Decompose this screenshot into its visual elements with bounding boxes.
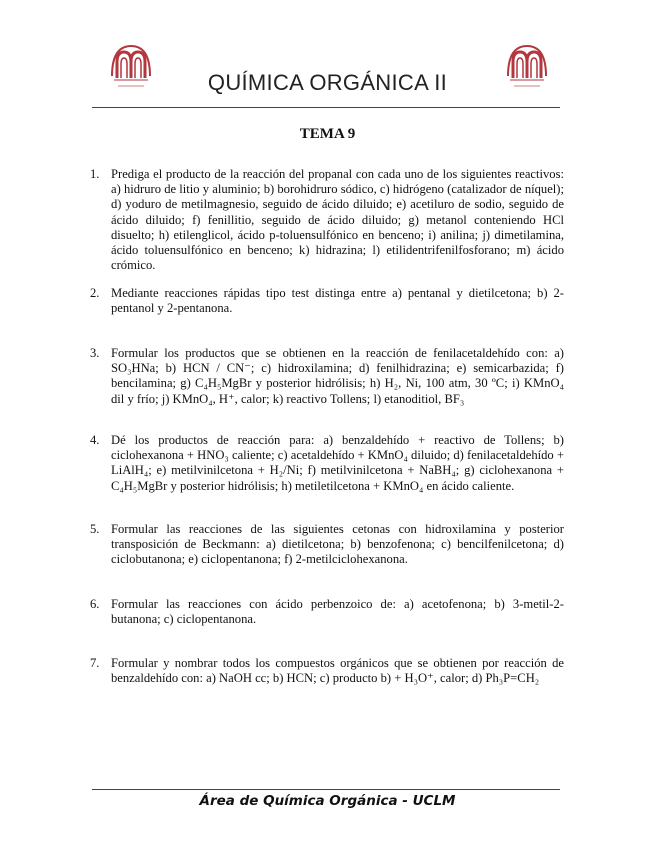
question-number: 7.: [90, 656, 100, 670]
question-item: [90, 346, 564, 407]
question-text: Mediante reacciones rápidas tipo test distinga entre a) pentanal y dietilcetona; b) 2-pentanol y 2-pentanona.: [111, 286, 564, 316]
question-text: Formular las reacciones con ácido perbenzoico de: a) acetofenona; b) 3-metil-2-butanona; c) ciclopentanona.: [111, 597, 564, 627]
question-number: 3.: [90, 346, 100, 360]
question-text: Formular las reacciones de las siguientes cetonas con hidroxilamina y posterior transposición de Beckmann: a) dietilcetona; b) benzofenona; c) bencilfenilcetona; d) ciclobutanona; e) ciclopentanona; f) 2-metilciclohexanona.: [111, 522, 564, 567]
question-number: 5.: [90, 522, 100, 536]
topic-title: TEMA 9: [299, 126, 356, 142]
question-item: [90, 597, 564, 627]
question-item: [90, 286, 564, 316]
question-number: 2.: [90, 286, 100, 300]
footer-divider: [92, 789, 560, 790]
question-number: 6.: [90, 597, 100, 611]
question-number: 4.: [90, 433, 100, 447]
footer-text: Área de Química Orgánica - UCLM: [199, 793, 456, 809]
header-divider: [92, 107, 560, 108]
question-item: [90, 433, 564, 494]
course-title: QUÍMICA ORGÁNICA II: [207, 70, 448, 95]
question-item: [90, 167, 564, 273]
question-number: 1.: [90, 167, 100, 181]
question-text: Formular los productos que se obtienen en la reacción de fenilacetaldehído con: a) SO₃HNa; b) HCN / CN⁻; c) hidroxilamina; d) fenilhidrazina; e) semicarbazida; f) bencilamina; g) C₄H₅MgBr y posterior hidrólisis; h) H₂, Ni, 100 atm, 30 ºC; i) KMnO₄ dil y frío; j) KMnO₄, H⁺, calor; k) reactivo Tollens; l) etanoditiol, BF₃: [111, 346, 564, 406]
question-item: [90, 656, 564, 686]
question-item: [90, 522, 564, 568]
question-text: Dé los productos de reacción para: a) benzaldehído + reactivo de Tollens; b) ciclohexanona + HNO₃ caliente; c) acetaldehído + KMnO₄ diluido; d) fenilacetaldehído + LiAlH₄; e) metilvinilcetona + H₂/Ni; f) metilvinilcetona + NaBH₄; g) ciclohexanona + C₄H₅MgBr y posterior hidrólisis; h) metiletilcetona + KMnO₄ en ácido caliente.: [111, 433, 564, 493]
question-text: Prediga el producto de la reacción del propanal con cada uno de los siguientes reactivos: a) hidruro de litio y aluminio; b) borohidruro sódico, c) hidrógeno (catalizador de níquel); d) yoduro de metilmagnesio, seguido de ácido diluido; e) acetiluro de sodio, seguido de ácido diluido; f) fenillitio, seguido de ácido diluido; g) metanol conteniendo HCl disuelto; h) etilenglicol, ácido p-toluensulfónico en benceno; i) anilina; j) dimetilamina, ácido toluensulfónico en benceno; k) hidrazina; l) etilidentrifenilfosforano; m) ácido crómico.: [111, 167, 564, 273]
question-text: Formular y nombrar todos los compuestos orgánicos que se obtienen por reacción de benzaldehído con: a) NaOH cc; b) HCN; c) producto b) + H₃O⁺, calor; d) Ph₃P=CH₂: [111, 656, 564, 686]
